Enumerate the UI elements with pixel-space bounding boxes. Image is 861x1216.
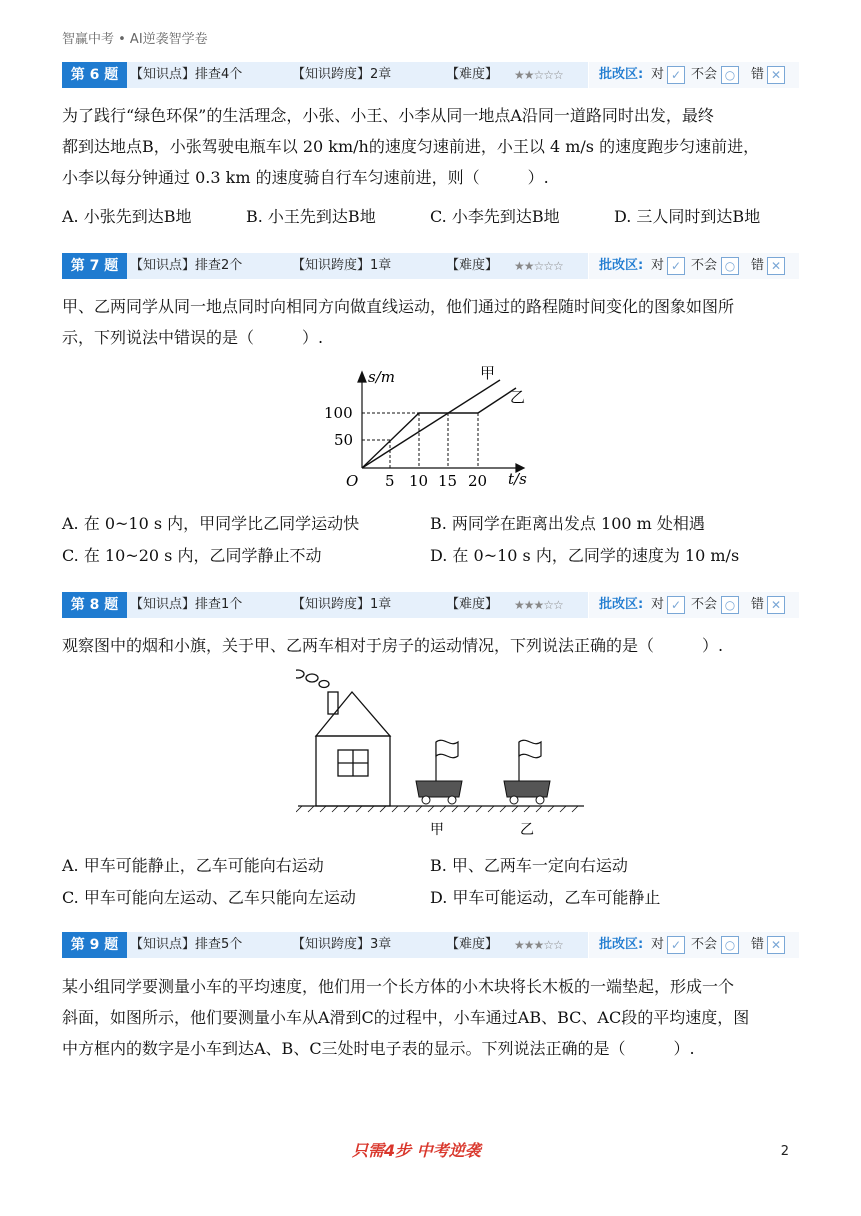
y-tick-label: 100 bbox=[324, 404, 353, 422]
question-7-bar bbox=[62, 253, 799, 279]
question-7-stem bbox=[62, 291, 802, 353]
stem-line: 中方框内的数字是小车到达A、B、C三处时电子表的显示。下列说法正确的是（ ）. bbox=[62, 1039, 695, 1058]
option-b[interactable]: B. 甲、乙两车一定向右运动 bbox=[430, 856, 628, 875]
check-icon[interactable]: ✓ bbox=[667, 936, 685, 954]
question-9-stem bbox=[62, 971, 802, 1064]
origin-label: O bbox=[346, 472, 359, 490]
circle-icon[interactable]: ○ bbox=[721, 66, 739, 84]
circle-icon[interactable]: ○ bbox=[721, 936, 739, 954]
question-number: 第 9 题 bbox=[62, 932, 127, 958]
car-yi bbox=[504, 740, 550, 804]
question-number: 第 6 题 bbox=[62, 62, 127, 88]
x-tick-label: 10 bbox=[409, 472, 429, 490]
x-tick-label: 5 bbox=[385, 472, 395, 490]
distance-time-graph bbox=[320, 360, 530, 495]
question-6-stem bbox=[62, 100, 802, 193]
question-number: 第 8 题 bbox=[62, 592, 127, 618]
grading-title: 批改区: bbox=[599, 258, 644, 273]
x-tick-label: 15 bbox=[438, 472, 458, 490]
grading-area bbox=[588, 253, 799, 279]
option-c[interactable]: C. 小李先到达B地 bbox=[430, 207, 560, 226]
knowledge-span: 【知识跨度】2章 bbox=[292, 67, 392, 82]
difficulty-label: 【难度】 bbox=[446, 937, 499, 952]
series-yi-line bbox=[362, 388, 516, 468]
grade-wrong-label: 错 bbox=[751, 67, 765, 82]
stem-line: 都到达地点B，小张驾驶电瓶车以 20 km/h的速度匀速前进，小王以 4 m/s 的速度跑步匀速前进， bbox=[62, 137, 760, 156]
grading-area bbox=[588, 62, 799, 88]
y-axis-label: s/m bbox=[368, 368, 395, 386]
house-roof bbox=[316, 692, 390, 736]
car-yi-label: 乙 bbox=[520, 822, 534, 838]
question-6-bar bbox=[62, 62, 799, 88]
circle-icon[interactable]: ○ bbox=[721, 596, 739, 614]
difficulty-stars: ★★★☆☆ bbox=[514, 938, 563, 952]
knowledge-span: 【知识跨度】1章 bbox=[292, 258, 392, 273]
knowledge-points: 【知识点】排查1个 bbox=[130, 597, 243, 612]
grade-right-label: 对 bbox=[651, 258, 665, 273]
question-8-stem bbox=[62, 630, 802, 661]
grading-title: 批改区: bbox=[599, 937, 644, 952]
grading-title: 批改区: bbox=[599, 597, 644, 612]
cross-icon[interactable]: ✕ bbox=[767, 66, 785, 84]
difficulty-label: 【难度】 bbox=[446, 258, 499, 273]
grade-wrong-label: 错 bbox=[751, 937, 765, 952]
x-axis-label: t/s bbox=[508, 470, 527, 488]
cross-icon[interactable]: ✕ bbox=[767, 936, 785, 954]
knowledge-span: 【知识跨度】1章 bbox=[292, 597, 392, 612]
check-icon[interactable]: ✓ bbox=[667, 257, 685, 275]
question-number: 第 7 题 bbox=[62, 253, 127, 279]
flag-icon bbox=[436, 740, 458, 757]
option-c[interactable]: C. 在 10~20 s 内，乙同学静止不动 bbox=[62, 546, 322, 565]
cross-icon[interactable]: ✕ bbox=[767, 596, 785, 614]
y-arrow-icon bbox=[358, 372, 366, 382]
grade-wrong-label: 错 bbox=[751, 597, 765, 612]
cross-icon[interactable]: ✕ bbox=[767, 257, 785, 275]
car-jia-label: 甲 bbox=[430, 822, 444, 838]
knowledge-points: 【知识点】排查5个 bbox=[130, 937, 243, 952]
stem-line: 观察图中的烟和小旗，关于甲、乙两车相对于房子的运动情况，下列说法正确的是（ ）. bbox=[62, 636, 724, 655]
knowledge-span: 【知识跨度】3章 bbox=[292, 937, 392, 952]
option-d[interactable]: D. 在 0~10 s 内，乙同学的速度为 10 m/s bbox=[430, 546, 740, 565]
check-icon[interactable]: ✓ bbox=[667, 66, 685, 84]
question-8-bar bbox=[62, 592, 799, 618]
knowledge-points: 【知识点】排查2个 bbox=[130, 258, 243, 273]
stem-line: 某小组同学要测量小车的平均速度，他们用一个长方体的小木块将长木板的一端垫起，形成一个 bbox=[62, 977, 735, 996]
grade-right-label: 对 bbox=[651, 597, 665, 612]
grade-unsure-label: 不会 bbox=[691, 937, 718, 952]
difficulty-label: 【难度】 bbox=[446, 597, 499, 612]
option-b[interactable]: B. 两同学在距离出发点 100 m 处相遇 bbox=[430, 514, 705, 533]
flag-icon bbox=[519, 740, 541, 757]
stem-line: 甲、乙两同学从同一地点同时向相同方向做直线运动，他们通过的路程随时间变化的图象如图所 bbox=[62, 297, 735, 316]
option-a[interactable]: A. 在 0~10 s 内，甲同学比乙同学运动快 bbox=[62, 514, 360, 533]
difficulty-stars: ★★☆☆☆ bbox=[514, 259, 563, 273]
smoke-puff-icon bbox=[306, 674, 318, 682]
grade-right-label: 对 bbox=[651, 67, 665, 82]
smoke-puff-icon bbox=[319, 681, 329, 688]
footer-logo: 只需4步 中考逆袭 bbox=[352, 1141, 481, 1160]
series-yi-label: 乙 bbox=[510, 388, 526, 406]
grade-wrong-label: 错 bbox=[751, 258, 765, 273]
difficulty-label: 【难度】 bbox=[446, 67, 499, 82]
grading-title: 批改区: bbox=[599, 67, 644, 82]
stem-line: 为了践行“绿色环保”的生活理念，小张、小王、小李从同一地点A沿同一道路同时出发，最终 bbox=[62, 106, 714, 125]
grade-unsure-label: 不会 bbox=[691, 258, 718, 273]
option-a[interactable]: A. 甲车可能静止，乙车可能向右运动 bbox=[62, 856, 324, 875]
knowledge-points: 【知识点】排查4个 bbox=[130, 67, 243, 82]
grading-area bbox=[588, 932, 799, 958]
y-tick-label: 50 bbox=[334, 431, 354, 449]
smoke-puff-icon bbox=[296, 670, 304, 678]
car-jia bbox=[416, 740, 462, 804]
option-c[interactable]: C. 甲车可能向左运动、乙车只能向左运动 bbox=[62, 888, 356, 907]
option-d[interactable]: D. 甲车可能运动，乙车可能静止 bbox=[430, 888, 661, 907]
page-header: 智赢中考 • AI逆袭智学卷 bbox=[62, 32, 208, 47]
option-b[interactable]: B. 小王先到达B地 bbox=[246, 207, 376, 226]
grade-right-label: 对 bbox=[651, 937, 665, 952]
option-d[interactable]: D. 三人同时到达B地 bbox=[614, 207, 761, 226]
page-number: 2 bbox=[780, 1144, 789, 1159]
grade-unsure-label: 不会 bbox=[691, 67, 718, 82]
question-9-bar bbox=[62, 932, 799, 958]
series-jia-label: 甲 bbox=[480, 364, 496, 382]
house-cars-figure bbox=[296, 664, 586, 839]
option-a[interactable]: A. 小张先到达B地 bbox=[62, 207, 192, 226]
difficulty-stars: ★★☆☆☆ bbox=[514, 68, 563, 82]
stem-line: 示，下列说法中错误的是（ ）. bbox=[62, 328, 324, 347]
stem-line: 小李以每分钟通过 0.3 km 的速度骑自行车匀速前进，则（ ）. bbox=[62, 168, 549, 187]
check-icon[interactable]: ✓ bbox=[667, 596, 685, 614]
difficulty-stars: ★★★☆☆ bbox=[514, 598, 563, 612]
grading-area bbox=[588, 592, 799, 618]
series-jia-line bbox=[362, 380, 500, 468]
grade-unsure-label: 不会 bbox=[691, 597, 718, 612]
circle-icon[interactable]: ○ bbox=[721, 257, 739, 275]
stem-line: 斜面，如图所示，他们要测量小车从A滑到C的过程中，小车通过AB、BC、AC段的平均速度，图 bbox=[62, 1008, 750, 1027]
x-tick-label: 20 bbox=[468, 472, 488, 490]
